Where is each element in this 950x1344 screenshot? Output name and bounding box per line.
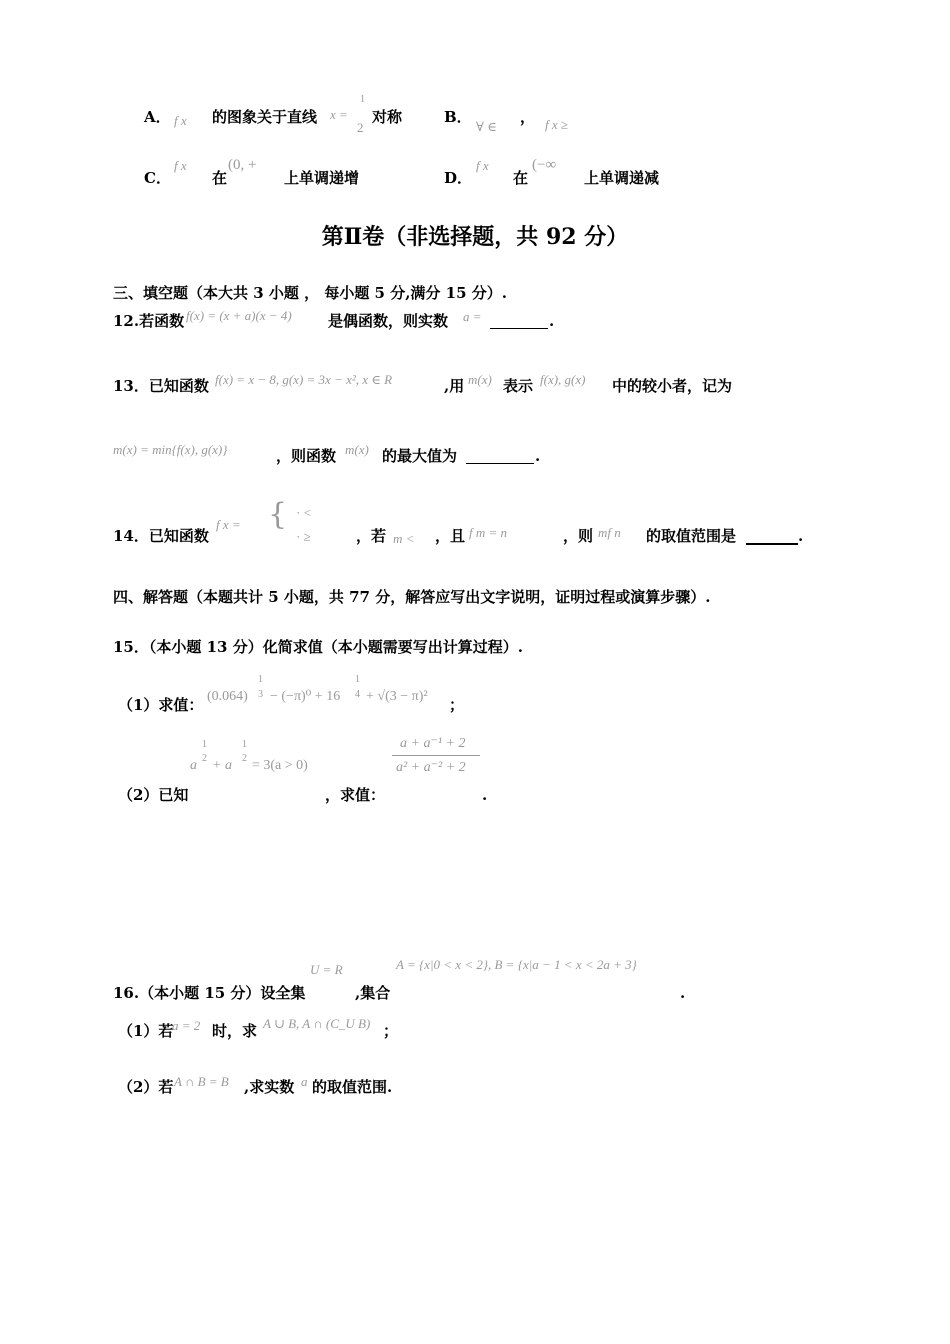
option-b-letter: B． [444, 108, 472, 126]
option-c-math2: (0, + [228, 157, 257, 173]
q14-math: f x = [216, 517, 241, 532]
q16-p2-math: A ∩ B = B [174, 1074, 229, 1089]
q15-frac-num: a + a⁻¹ + 2 [400, 736, 466, 751]
q14-blank[interactable] [746, 543, 798, 545]
q15-p2-end: . [482, 786, 488, 804]
option-a-letter: A． [144, 108, 171, 126]
q15-given-exp1-bot: 2 [202, 753, 207, 764]
q15-frac-line [392, 755, 480, 756]
q15-frac-den: a² + a⁻² + 2 [396, 760, 466, 775]
q13-math: f(x) = x − 8, g(x) = 3x − x², x ∈ R [215, 372, 393, 387]
q15-given-a: a [190, 758, 197, 773]
q16-p2-end: 的取值范围. [312, 1078, 393, 1096]
q16-p1-math2: A ∪ B, A ∩ (C_U B) [263, 1016, 371, 1031]
q14-math3: f m = n [469, 525, 508, 540]
option-a-text: 的图象关于直线 [212, 108, 318, 126]
q13-line2-math: m(x) = min{f(x), g(x)} [113, 442, 228, 457]
q13-text3: 中的较小者，记为 [612, 377, 733, 395]
q16-p1-text: 时，求 [212, 1022, 258, 1040]
q16-p1-label: （1）若 [118, 1022, 174, 1040]
q16-p2-text: ,求实数 [244, 1078, 295, 1096]
q16-math-sets: A = {x|0 < x < 2}, B = {x|a − 1 < x < 2a + 3} [396, 957, 637, 972]
q16-end: . [680, 984, 686, 1002]
q12-blank[interactable] [490, 328, 548, 329]
q15-given-eq: = 3(a > 0) [252, 758, 308, 773]
q13-text2: 表示 [503, 377, 534, 395]
option-b-math2: f x ≥ [545, 117, 569, 132]
q15-given-plus: + a [212, 758, 232, 773]
option-a-frac-top: 1 [360, 94, 365, 105]
q14-case1: · < [296, 505, 311, 520]
q15-p1-exp2-top: 1 [355, 674, 360, 685]
q15-p1-exp2-bot: 4 [355, 689, 360, 700]
q12-end: . [549, 312, 555, 330]
q12-math: f(x) = (x + a)(x − 4) [186, 308, 292, 323]
q13-prefix: 13．已知函数 [113, 377, 209, 395]
q13-math2: m(x) [468, 372, 492, 387]
option-a-math: f x [174, 113, 187, 128]
option-c-letter: C． [144, 169, 171, 187]
q16-text-set: ,集合 [355, 984, 391, 1002]
q14-prefix: 14．已知函数 [113, 527, 209, 545]
option-d-math: f x [476, 158, 489, 173]
option-b-comma: ， [520, 108, 536, 126]
q14-brace-icon: { [268, 497, 288, 532]
option-c-text2: 上单调递增 [284, 169, 360, 187]
q15-p2-label: （2）已知 [118, 786, 189, 804]
fill-in-header: 三、填空题（本大共 3 小题 ， 每小题 5 分,满分 15 分）. [113, 284, 507, 302]
option-a-math-line: x = [330, 107, 348, 122]
q13-end: . [535, 447, 541, 465]
section-title: 第Ⅱ卷（非选择题，共 92 分） [321, 224, 629, 250]
q14-case2: · ≥ [296, 529, 311, 544]
q14-text1: ，若 [356, 527, 387, 545]
answer-header: 四、解答题（本题共计 5 小题，共 77 分，解答应写出文字说明，证明过程或演算步骤）. [113, 588, 711, 606]
q13-math3: f(x), g(x) [540, 372, 586, 387]
q14-text2: ，且 [435, 527, 466, 545]
q14-text4: 的取值范围是 [646, 527, 737, 545]
option-a-frac-bot: 2 [357, 120, 364, 135]
option-a-text2: 对称 [372, 108, 403, 126]
q15-given-exp2-bot: 2 [242, 753, 247, 764]
q14-end: . [798, 527, 804, 545]
q15-p1-exp1-top: 1 [258, 674, 263, 685]
q15-p2-mid: ，求值： [325, 786, 386, 804]
q16-p2-math2: a [301, 1074, 308, 1089]
q16-p1-math1: a = 2 [172, 1018, 201, 1033]
q13-blank[interactable] [466, 463, 534, 464]
option-b-math: ∀ ∈ [476, 119, 497, 134]
option-c-math: f x [174, 158, 187, 173]
q15-given-exp2-top: 1 [242, 739, 247, 750]
q14-math4: mf n [598, 525, 621, 540]
q16-p2-label: （2）若 [118, 1078, 174, 1096]
q15-given-exp1-top: 1 [202, 739, 207, 750]
q15-p1-exp1-bot: 3 [258, 689, 263, 700]
option-c-text: 在 [212, 169, 228, 187]
option-d-math2: (−∞ [532, 157, 557, 173]
q12-math2: a = [463, 309, 482, 324]
q13-line2-text1: ，则函数 [276, 447, 337, 465]
q13-text1: ,用 [444, 377, 465, 395]
q12-mid: 是偶函数，则实数 [328, 312, 449, 330]
q14-text3: ，则 [563, 527, 594, 545]
q15-p1-base: (0.064) [207, 689, 248, 704]
q15-p1-mid: − (−π)⁰ + 16 [270, 689, 341, 704]
q15-p1-root: + √(3 − π)² [366, 689, 428, 704]
q14-math2: m < [393, 531, 415, 546]
q16-math-u: U = R [310, 962, 343, 977]
q15-title: 15．（本小题 13 分）化简求值（本小题需要写出计算过程）. [113, 638, 523, 656]
q16-p1-end: ； [383, 1022, 399, 1040]
option-d-text2: 上单调递减 [584, 169, 660, 187]
q16-title: 16.（本小题 15 分）设全集 [113, 984, 306, 1002]
option-d-text: 在 [513, 169, 529, 187]
q15-p1-label: （1）求值： [118, 696, 204, 714]
q15-p1-end: ； [449, 696, 465, 714]
q13-line2-text2: 的最大值为 [382, 447, 458, 465]
option-d-letter: D． [444, 169, 473, 187]
q13-line2-math2: m(x) [345, 442, 369, 457]
q12-prefix: 12.若函数 [113, 312, 185, 330]
